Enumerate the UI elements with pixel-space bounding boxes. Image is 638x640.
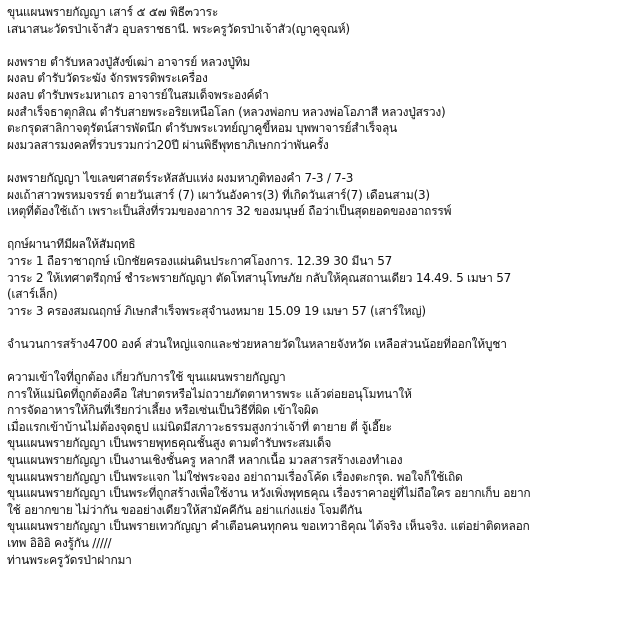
paragraph-gap bbox=[7, 37, 638, 54]
spirit-powder-line: ผงพรายกัญญา ไขเลขศาสตร์ระหัสลับแห่ง ผงมหาภูติทองคำ 7-3 / 7-3 bbox=[7, 170, 354, 185]
ceremony-line: วาระ 1 ถือราชาฤกษ์ เบิกชัยครองแผ่นดินประกาศโองการ. 12.39 30 มีนา 57 bbox=[7, 253, 392, 268]
temple-location: เสนาสนะวัดรป่าเจ้าสัว อุบลราชธานี. พระครูวัดรป่าเจ้าสัว(ญาคูจุณห์) bbox=[7, 21, 350, 36]
quantity-line: จำนวนการสร้าง4700 องค์ ส่วนใหญ่แจกและช่วยหลายวัดในหลายจังหวัด เหลือส่วนน้อยที่ออกให้บูชา bbox=[7, 336, 507, 351]
paragraph-gap bbox=[7, 319, 638, 336]
usage-line: ความเข้าใจที่ถูกต้อง เกี่ยวกับการใช้ ขุนแผนพรายกัญญา bbox=[7, 370, 286, 385]
ingredient-line: ตะกรุดสาลิกาจตุรัตน์สารพัดนึก ตำรับพระเวทย์ญาคูขี้หอม บุพพาจารย์สำเร็จลุน bbox=[7, 121, 398, 136]
spirit-powder-line: ผงเถ้าสาวพรหมจรรย์ ตายวันเสาร์ (7) เผาวันอังคาร(3) ที่เกิดวันเสาร์(7) เดือนสาม(3) bbox=[7, 187, 430, 202]
ceremony-heading: ฤกษ์ผานาทีมีผลให้สัมฤทธิ bbox=[7, 237, 136, 252]
ingredient-line: ผงพราย ตำรับหลวงปู่สังข์เฒ่า อาจารย์ หลวงปู่ทิม bbox=[7, 54, 251, 69]
ceremony-line: วาระ 2 ให้เทศาตรีฤกษ์ ชำระพรายกัญญา ตัดโทสานุโทษภัย กลับให้คุณสถานเดียว 14.49. 5 เมษา 57 bbox=[7, 270, 512, 285]
ceremony-line: (เสาร์เล็ก) bbox=[7, 287, 58, 302]
ceremony-line: วาระ 3 ครองสมณฤกษ์ ภิเษกสำเร็จพระสุจำนงหมาย 15.09 19 เมษา 57 (เสาร์ใหญ่) bbox=[7, 303, 426, 318]
ingredient-line: ผงลบ ตำรับพระมหาเถร อาจารย์ในสมเด็จพระองค์ดำ bbox=[7, 87, 269, 102]
document-title: ขุนแผนพรายกัญญา เสาร์ ๕ ๕๗ พิธี๓วาระ bbox=[7, 5, 219, 19]
usage-line: ขุนแผนพรายกัญญา เป็นพรายเทวกัญญา คำเตือนคนทุกคน ขอเทวาธิคุณ ได้จริง เห็นจริง. แต่อย่าติดหลอก bbox=[7, 519, 530, 534]
usage-line: ขุนแผนพรายกัญญา เป็นพระแจก ไม่ใช่พระจอง อย่าถามเรื่องโค้ด เรื่องตะกรุด. พอใจก็ใช้เถิด bbox=[7, 469, 463, 484]
usage-line: ขุนแผนพรายกัญญา เป็นงานเชิงชั้นครู หลากสี หลากเนื้อ มวลสารสร้างเองทำเอง bbox=[7, 453, 403, 468]
ingredient-line: ผงลบ ตำรับวัดระฆัง จักรพรรดิพระเครื่อง bbox=[7, 71, 208, 86]
spirit-powder-line: เหตุที่ต้องใช้เถ้า เพราะเป็นสิ่งที่รวมของอาการ 32 ของมนุษย์ ถือว่าเป็นสุดยอดของอาถรรพ์ bbox=[7, 204, 452, 219]
usage-line: ขุนแผนพรายกัญญา เป็นพระที่ถูกสร้างเพื่อใช้งาน หวังเพิ่งพุทธคุณ เรื่องราคาอยู่ที่ไม่ถือใคร อยากเก็บ อยาก bbox=[7, 486, 531, 501]
paragraph-gap bbox=[7, 220, 638, 237]
usage-line: ขุนแผนพรายกัญญา เป็นพรายพุทธคุณชั้นสูง ตามตำรับพระสมเด็จ bbox=[7, 436, 332, 451]
usage-line: ใช้ อยากขาย ไม่ว่ากัน ขออย่างเดียวให้สามัคคีกัน อย่าแก่งแย่ง โจมตีกัน bbox=[7, 502, 362, 517]
ingredient-line: ผงมวลสารมงคลที่รวบรวมกว่า20ปี ผ่านพิธีพุทธาภิเษกกว่าพันครั้ง bbox=[7, 137, 329, 152]
usage-line: เมื่อแรกเข้าบ้านไม่ต้องจุดธูป แม่นิดมีสภาวะธรรมสูงกว่าเจ้าที่ ตายาย ตี่ จู้เอี๊ยะ bbox=[7, 419, 392, 434]
usage-line: การให้แม่นิดที่ถูกต้องคือ ใส่บาตรหรือไม่ถวายภัตตาหารพระ แล้วต่อยอนุโมทนาให้ bbox=[7, 386, 412, 401]
usage-line: เทพ อิอิอิ คงรู้กัน ///// bbox=[7, 536, 112, 550]
signature-line: ท่านพระครูวัดรป่าฝากมา bbox=[7, 552, 132, 567]
usage-line: การจัดอาหารให้กินที่เรียกว่าเลี้ยง หรือเซ่นเป็นวิธีที่ผิด เข้าใจผิด bbox=[7, 403, 319, 418]
ingredient-line: ผงสำเร็จธาตุกสิณ ตำรับสายพระอริยเหนือโลก (หลวงพ่อกบ หลวงพ่อโอภาสี หลวงปู่สรวง) bbox=[7, 104, 446, 119]
paragraph-gap bbox=[7, 352, 638, 369]
paragraph-gap bbox=[7, 153, 638, 170]
